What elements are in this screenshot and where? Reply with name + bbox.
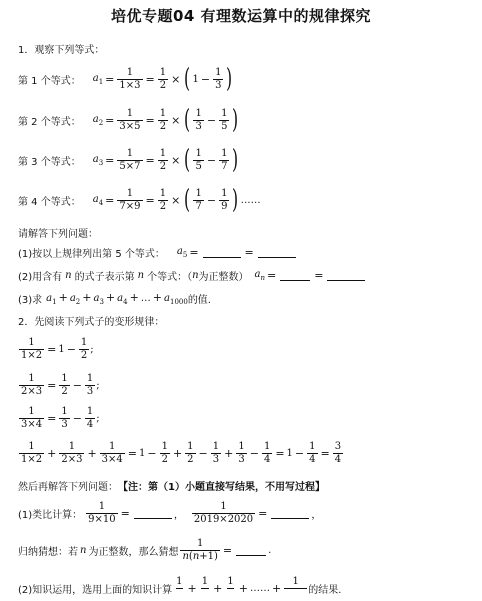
q1-part-2: (2)用含有 n 的式子表示第 n 个等式：（ n 为正整数） $a_n$ = = bbox=[18, 268, 367, 283]
q2-heading: 2．先阅读下列式子的变形规律： bbox=[18, 317, 165, 328]
q1-heading: 1．观察下列等式： bbox=[18, 45, 105, 56]
q2-part-1: (1)类比计算： $\frac{1}{9\times 10}$ = ， $\frac{1}{2019\times 2020}$ = ， bbox=[18, 501, 322, 525]
q2-rule-1: $\frac{1}{1\times 2}$ = 1 − $\frac{1}{2}$ ; bbox=[21, 337, 94, 361]
answer-blank[interactable] bbox=[280, 270, 310, 281]
answer-blank[interactable] bbox=[203, 247, 241, 258]
q2-part-2: (2)知识运用，选用上面的知识计算 1 + 1 + 1 + …… + 1 的结果. bbox=[18, 576, 341, 601]
q1-equation-2: 第 2 个等式： $a_2$ = $\frac{1}{3\times 5}$ = $\frac{1}{2}$ × ( $\frac{1}{3}$ − $\frac{1}{5}$ ) bbox=[18, 105, 239, 135]
answer-blank[interactable] bbox=[258, 247, 296, 258]
answer-blank[interactable] bbox=[271, 508, 309, 519]
q1-equation-1: 第 1 个等式： $a_1$ = $\frac{1}{1\times 3}$ = $\frac{1}{2}$ × ( 1 − $\frac{1}{3}$ ) bbox=[18, 64, 233, 94]
answer-blank[interactable] bbox=[134, 508, 172, 519]
q1-part-3: (3)求 $a_1 + a_2 + a_3 + a_4$ + … + $a_{1000}$ 的值. bbox=[18, 291, 211, 306]
page-title: 培优专题04 有理数运算中的规律探究 bbox=[110, 7, 372, 25]
q1-ask: 请解答下列问题： bbox=[18, 229, 98, 240]
q2-rule-3: $\frac{1}{3\times 4}$ = $\frac{1}{3}$ − $\frac{1}{4}$ ; bbox=[21, 406, 100, 430]
answer-blank[interactable] bbox=[327, 270, 365, 281]
q2-rule-2: $\frac{1}{2\times 3}$ = $\frac{1}{2}$ − $\frac{1}{3}$ ; bbox=[21, 373, 100, 397]
q1-part-1: (1)按以上规律列出第 5 个等式： $a_5$ = = bbox=[18, 245, 298, 260]
q2-instruction: 然后再解答下列问题： 【注：第（1）小题直接写结果，不用写过程】 bbox=[18, 482, 325, 493]
q1-equation-3: 第 3 个等式： $a_3$ = $\frac{1}{5\times 7}$ = $\frac{1}{2}$ × ( $\frac{1}{5}$ − $\frac{1}{7}$ ) bbox=[18, 145, 239, 175]
q2-guess: 归纳猜想：若 n 为正整数，那么猜想 $\frac{1}{n(n+1)}$ = . bbox=[18, 538, 272, 562]
answer-blank[interactable] bbox=[236, 545, 266, 556]
q1-equation-4: 第 4 个等式： $a_4$ = $\frac{1}{7\times 9}$ = $\frac{1}{2}$ × ( $\frac{1}{7}$ − $\frac{1}{9}$ ) …… bbox=[18, 185, 261, 215]
q2-rule-sum: $\frac{1}{1\times 2}$ + $\frac{1}{2\times 3}$ + $\frac{1}{3\times 4}$ = 1 − $\frac{1}{2}$ + $\frac{1}{2}$ − $\frac{1}{3}$ + $\frac{1}{3}$ − $\frac{1}{4}$ = 1 − $\frac{1}{4}$ = $\frac{3}{4}$ bbox=[21, 441, 342, 465]
